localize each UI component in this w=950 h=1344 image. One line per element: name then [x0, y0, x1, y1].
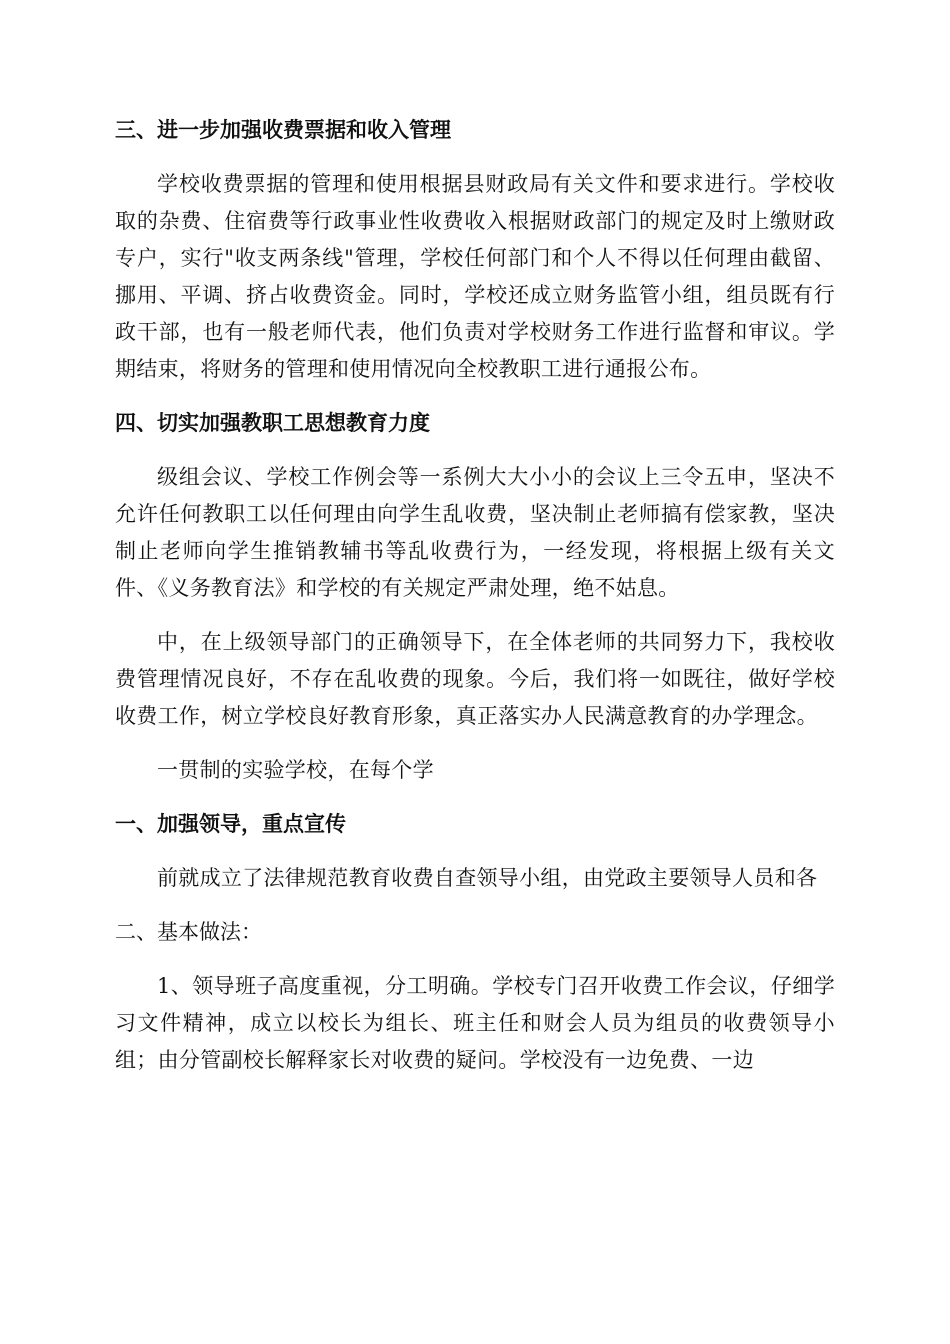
- section-4-heading: 四、切实加强教职工思想教育力度: [115, 411, 430, 435]
- summary-paragraph: 中，在上级领导部门的正确领导下，在全体老师的共同努力下，我校收费管理情况良好，不存在乱收费的现象。今后，我们将一如既往，做好学校收费工作，树立学校良好教育形象，真正落实办人民满意教育的办学理念。: [115, 630, 835, 728]
- section-4-paragraph: 级组会议、学校工作例会等一系例大大小小的会议上三令五申，坚决不允许任何教职工以任何理由向学生乱收费，坚决制止老师搞有偿家教，坚决制止老师向学生推销教辅书等乱收费行为，一经发现，将根据上级有关文件、《义务教育法》和学校的有关规定严肃处理，绝不姑息。: [115, 465, 835, 600]
- section-2-paragraph: 1、领导班子高度重视，分工明确。学校专门召开收费工作会议，仔细学习文件精神，成立以校长为组长、班主任和财会人员为组员的收费领导小组；由分管副校长解释家长对收费的疑问。学校没有一边免费、一边: [115, 974, 835, 1072]
- section-3-heading: 三、进一步加强收费票据和收入管理: [115, 118, 451, 142]
- section-1-heading: 一、加强领导，重点宣传: [115, 812, 346, 836]
- section-3-paragraph: 学校收费票据的管理和使用根据县财政局有关文件和要求进行。学校收取的杂费、住宿费等行政事业性收费收入根据财政部门的规定及时上缴财政专户，实行"收支两条线"管理，学校任何部门和个人不得以任何理由截留、挪用、平调、挤占收费资金。同时，学校还成立财务监管小组，组员既有行政干部，也有一般老师代表，他们负责对学校财务工作进行监督和审议。学期结束，将财务的管理和使用情况向全校教职工进行通报公布。: [115, 172, 835, 381]
- intro-paragraph: 一贯制的实验学校，在每个学: [157, 758, 434, 782]
- section-2-heading: 二、基本做法：: [115, 920, 262, 944]
- document-page: [115, 112, 835, 1096]
- section-1-paragraph: 前就成立了法律规范教育收费自查领导小组，由党政主要领导人员和各: [157, 866, 818, 890]
